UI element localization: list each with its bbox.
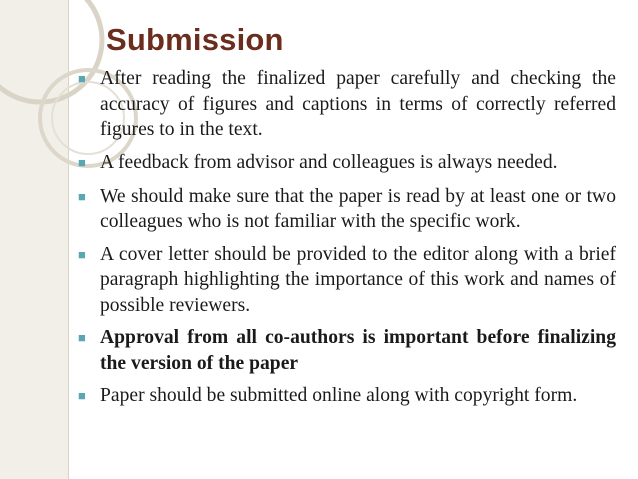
- bullet-text: A feedback from advisor and colleagues is always needed.: [100, 151, 558, 173]
- square-bullet-icon: ■: [78, 188, 86, 204]
- bullet-item: [78, 325, 616, 376]
- bullet-item: [78, 383, 616, 410]
- bullet-item: [78, 66, 616, 143]
- bullet-text: After reading the finalized paper carefully and checking the accuracy of figures and captions in terms of correctly referred figures to in the text.: [100, 68, 616, 140]
- square-bullet-icon: ■: [78, 154, 86, 170]
- bullet-item: [78, 184, 616, 235]
- square-bullet-icon: ■: [78, 71, 86, 86]
- bullet-text-bold: Approval from all co-authors is important before finalizing the version of the paper: [100, 327, 616, 374]
- slide-title: Submission: [106, 22, 284, 57]
- bullet-text: We should make sure that the paper is read by at least one or two colleagues who is not familiar with the specific work.: [100, 185, 616, 232]
- square-bullet-icon: ■: [78, 246, 86, 262]
- bullet-item: [78, 150, 616, 177]
- bullet-list: [78, 66, 616, 417]
- square-bullet-icon: ■: [78, 388, 86, 403]
- bullet-text: Paper should be submitted online along with copyright form.: [100, 385, 578, 406]
- bullet-text: A cover letter should be provided to the editor along with a brief paragraph highlighting the importance of this work and names of possible reviewers.: [100, 243, 616, 316]
- square-bullet-icon: ■: [78, 330, 86, 345]
- bullet-item: [78, 242, 616, 319]
